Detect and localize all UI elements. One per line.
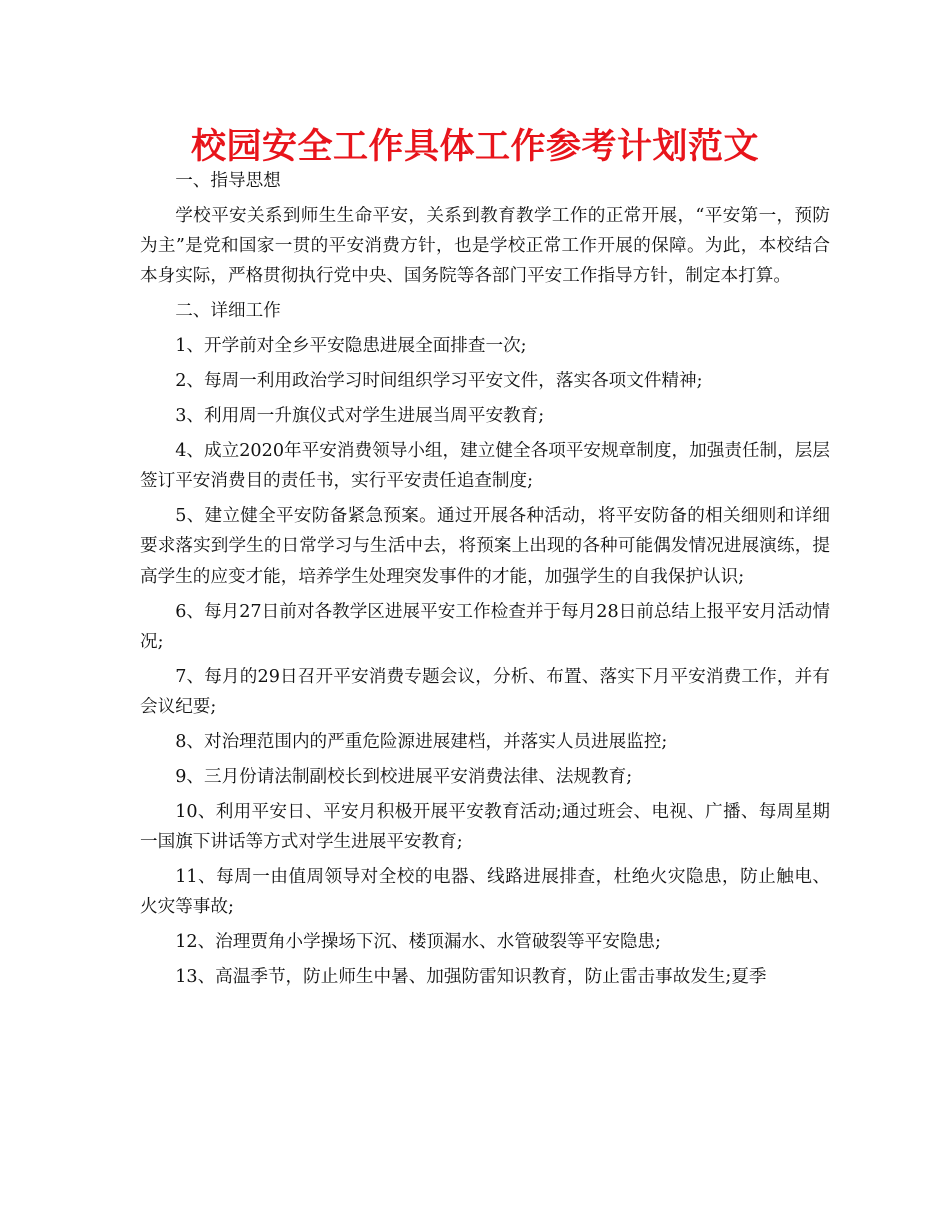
list-item: 8、对治理范围内的严重危险源进展建档，并落实人员进展监控; — [175, 731, 668, 752]
list-item: 7、每月的29日召开平安消费专题会议，分析、布置、落实下月平安消费工作，并有会议纪要; — [140, 666, 830, 718]
list-item: 9、三月份请法制副校长到校进展平安消费法律、法规教育; — [175, 766, 633, 787]
list-item: 3、利用周一升旗仪式对学生进展当周平安教育; — [175, 406, 545, 427]
paragraph: 学校平安关系到师生生命平安，关系到教育教学工作的正常开展，“平安第一，预防为主”是党和国家一贯的平安消费方针，也是学校正常工作开展的保障。为此，本校结合本身实际，严格贯彻执行党中央、国务院等各部门平安工作指导方针，制定本打算。 — [140, 205, 830, 287]
list-item: 10、利用平安日、平安月积极开展平安教育活动;通过班会、电视、广播、每周星期一国旗下讲话等方式对学生进展平安教育; — [140, 801, 830, 853]
list-item: 13、高温季节，防止师生中暑、加强防雷知识教育，防止雷击事故发生;夏季 — [175, 967, 767, 988]
list-item: 6、每月27日前对各教学区进展平安工作检查并于每月28日前总结上报平安月活动情况; — [140, 601, 830, 652]
list-item: 12、治理贾角小学操场下沉、楼顶漏水、水管破裂等平安隐患; — [175, 932, 661, 953]
section-heading: 二、详细工作 — [175, 301, 281, 322]
list-item: 5、建立健全平安防备紧急预案。通过开展各种活动，将平安防备的相关细则和详细要求落实到学生的日常学习与生活中去，将预案上出现的各种可能偶发情况进展演练，提高学生的应变才能，培养学生处理突发事件的才能，加强学生的自我保护认识; — [140, 506, 830, 587]
list-item: 2、每周一利用政治学习时间组织学习平安文件，落实各项文件精神; — [175, 371, 703, 392]
document-title: 校园安全工作具体工作参考计划范文 — [190, 127, 759, 167]
list-item: 1、开学前对全乡平安隐患进展全面排查一次; — [175, 336, 527, 357]
list-item: 11、每周一由值周领导对全校的电器、线路进展排查，杜绝火灾隐患，防止触电、火灾等事故; — [140, 866, 830, 918]
document-body — [140, 166, 830, 997]
section-heading: 一、指导思想 — [175, 171, 281, 191]
list-item: 4、成立2020年平安消费领导小组，建立健全各项平安规章制度，加强责任制，层层签订平安消费目的责任书，实行平安责任追查制度; — [140, 440, 830, 492]
